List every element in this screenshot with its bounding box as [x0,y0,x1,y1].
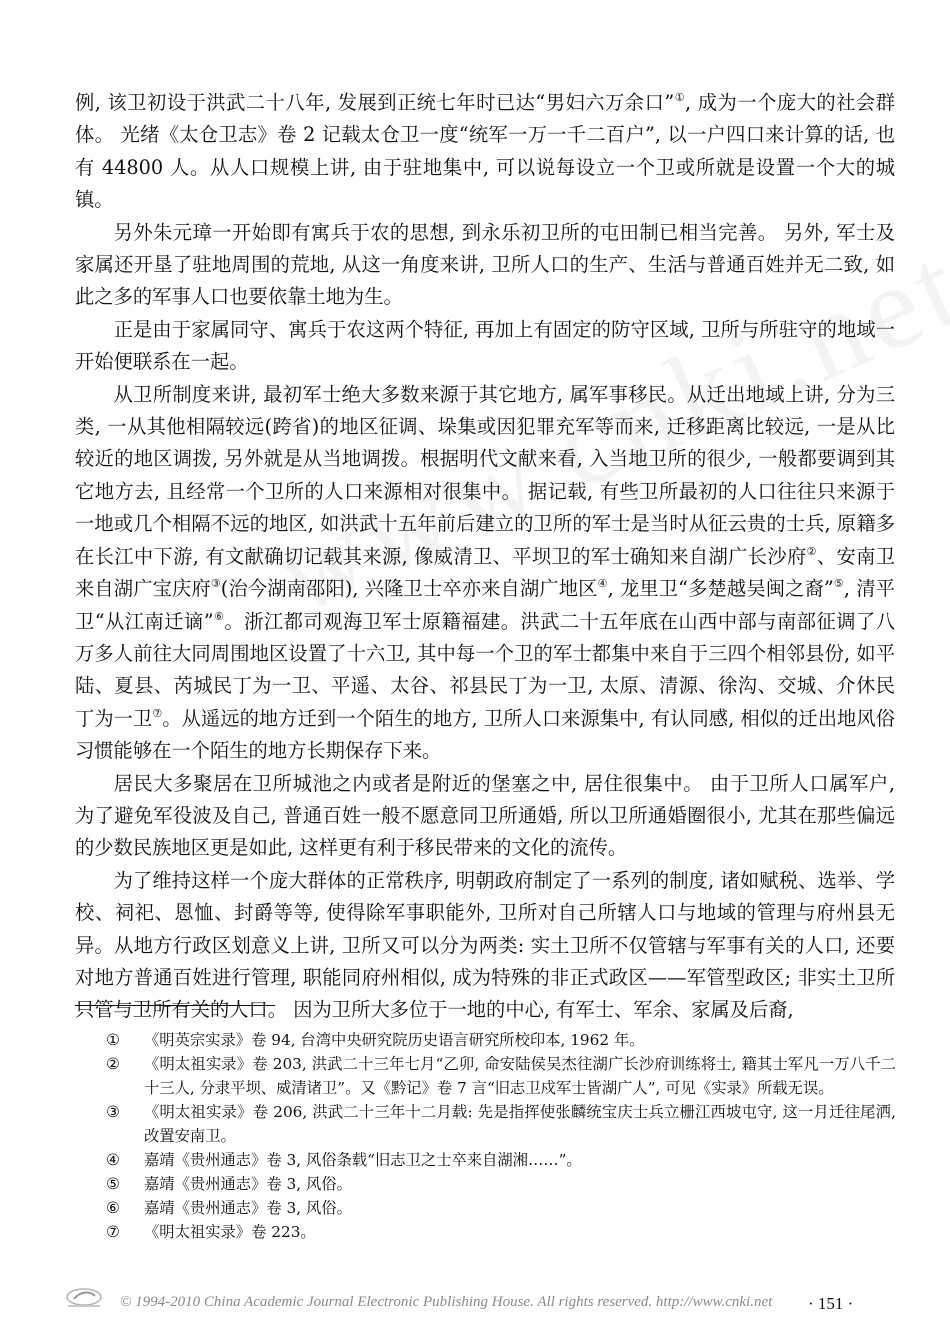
footnote-5 [106,1172,896,1196]
paragraph-5 [75,768,895,865]
footnote-2 [106,1052,896,1100]
footnote-6 [106,1196,896,1220]
footnote-ref-2[interactable]: ② [806,544,817,558]
footnote-mark: ⑤ [106,1175,120,1193]
paragraph-text: 从卫所制度来讲, 最初军士绝大多数来源于其它地方, 属军事移民。从迁出地域上讲, 分为三类, 一从其他相隔较远(跨省)的地区征调、垛集或因犯罪充军等而来, 迁移距离比较远, 一是从比较近的地区调拨, 另外就是从当地调拨。根据明代文献来看, 入当地卫所的很少, 一般都要调到其它地方去, 且经常一个卫所的人口来源相对很集中。 据记载, 有些卫所最初的人口往往只来源于一地或几个相隔不远的地区, 如洪武十五年前后建立的卫所的军士是当时从征云贵的士兵, 原籍多在长江中下游, 有文献确切记载其来源, 像威清卫、平坝卫的军士确知来自湖广长沙府 [75,382,895,568]
footnote-ref-1[interactable]: ① [674,91,686,104]
footnote-mark: ⑥ [106,1199,120,1217]
paragraph-4 [75,379,895,768]
cnki-logo-icon [60,1286,108,1310]
footnote-ref-6[interactable]: ⑥ [213,609,225,623]
footnote-text: 嘉靖《贵州通志》卷 3, 风俗。 [144,1199,352,1217]
footnote-ref-3[interactable]: ③ [210,577,221,591]
paragraph-text: 。浙江都司观海卫军士原籍福建。洪武二十五年底在山西中部与南部征调了八万多人前往大同周围地区设置了十六卫, 其中每一个卫的军士都集中来自于三四个相邻县份, 如平陆、夏县、芮城民丁为一卫、平遥、太谷、祁县民丁为一卫, 太原、清源、徐沟、交城、介休民丁为一卫 [75,609,896,730]
footnote-ref-5[interactable]: ⑤ [833,577,844,591]
footnote-mark: ⑦ [106,1223,120,1241]
footnote-text: 嘉靖《贵州通志》卷 3, 风俗。 [144,1175,352,1193]
footnote-3 [106,1100,896,1148]
footnote-mark: ① [106,1031,120,1049]
paragraph-1 [75,87,895,217]
paragraph-text: 、安南卫来自湖广宝庆府 [75,544,896,601]
footnote-divider [75,1005,275,1006]
footnote-text: 《明太祖实录》卷 223。 [144,1223,316,1241]
paragraph-text: 居民大多聚居在卫所城池之内或者是附近的堡塞之中, 居住很集中。 由于卫所人口属军户, 为了避免军役波及自己, 普通百姓一般不愿意同卫所通婚, 所以卫所通婚圈很小, 尤其在那些偏远的少数民族地区更是如此, 这样更有利于移民带来的文化的流传。 [75,771,895,860]
footnote-text: 嘉靖《贵州通志》卷 3, 风俗条载“旧志卫之士卒来自湖湘……”。 [144,1151,582,1169]
footnote-7 [106,1220,896,1244]
page-number: · 151 · [808,1294,854,1313]
paragraph-text: 为了维持这样一个庞大群体的正常秩序, 明朝政府制定了一系列的制度, 诸如赋税、选举、学校、祠祀、恩恤、封爵等等, 使得除军事职能外, 卫所对自己所辖人口与地域的管理与府州县无异。从地方行政区划意义上讲, 卫所又可以分为两类: 实土卫所不仅管辖与军事有关的人口, 还要对地方普通百姓进行管理, 职能同府州相似, 成为特殊的非正式政区——军管型政区; 非实土卫所只管与卫所有关的人口。 因为卫所大多位于一地的中心, 有军士、军余、家属及后裔, [75,868,895,1022]
paragraph-text: 另外朱元璋一开始即有寓兵于农的思想, 到永乐初卫所的屯田制已相当完善。 另外, 军士及家属还开垦了驻地周围的荒地, 从这一角度来讲, 卫所人口的生产、生活与普通百姓并无二致, 如此之多的军事人口也要依靠土地为生。 [75,220,895,309]
footnote-text: 《明太祖实录》卷 203, 洪武二十三年七月“乙卯, 命安陆侯吴杰往湖广长沙府训练将士, 籍其士军凡一万八千二十三人, 分隶平坝、威清诸卫”。又《黔记》卷 7 言“旧志卫戍军士皆湖广人”, 可见《实录》所载无误。 [144,1055,896,1097]
footnote-ref-7[interactable]: ⑦ [152,706,163,720]
paragraph-text: , 清平卫“从江南迁谪” [75,577,895,633]
footnote-mark: ③ [106,1103,120,1121]
paragraph-3 [75,314,895,379]
footnote-text: 《明太祖实录》卷 206, 洪武二十三年十二月载: 先是指挥使张麟统宝庆士兵立栅江西坡屯守, 这一月迁往尾洒, 改置安南卫。 [144,1103,896,1145]
footnote-text: 《明英宗实录》卷 94, 台湾中央研究院历史语言研究所校印本, 1962 年。 [144,1031,645,1049]
paragraph-2 [75,217,895,314]
body-text [75,87,895,1027]
paragraph-text: 正是由于家属同守、寓兵于农这两个特征, 再加上有固定的防守区域, 卫所与所驻守的地域一开始便联系在一起。 [75,317,895,374]
footnote-ref-4[interactable]: ④ [597,577,608,591]
footnote-4 [106,1148,896,1172]
paragraph-text: , 成为一个庞大的社会群体。 光绪《太仓卫志》卷 2 记载太仓卫一度“统军一万一千二百户”, 以一户四口来计算的话, 也有 44800 人。从人口规模上讲, 由于驻地集中, 可以说每设立一个卫或所就是设置一个大的城镇。 [75,91,895,212]
paragraph-text: 。从遥远的地方迁到一个陌生的地方, 卫所人口来源集中, 有认同感, 相似的迁出地风俗习惯能够在一个陌生的地方长期保存下来。 [75,706,895,763]
paragraph-text: (治今湖南邵阳), 兴隆卫士卒亦来自湖广地区 [220,577,598,601]
footnote-1 [106,1028,896,1052]
footnote-mark: ② [106,1055,120,1073]
paragraph-text: , 龙里卫“多楚越吴闽之裔” [607,577,834,601]
footnote-mark: ④ [106,1151,120,1169]
paragraph-text: 例, 该卫初设于洪武二十八年, 发展到正统七年时已达“男妇六万余口” [75,91,675,114]
paragraph-6 [75,865,895,1027]
copyright-footer: © 1994-2010 China Academic Journal Electronic Publishing House. All rights reserved. http://www.cnki.net [120,1294,773,1310]
footnotes [106,1028,896,1244]
